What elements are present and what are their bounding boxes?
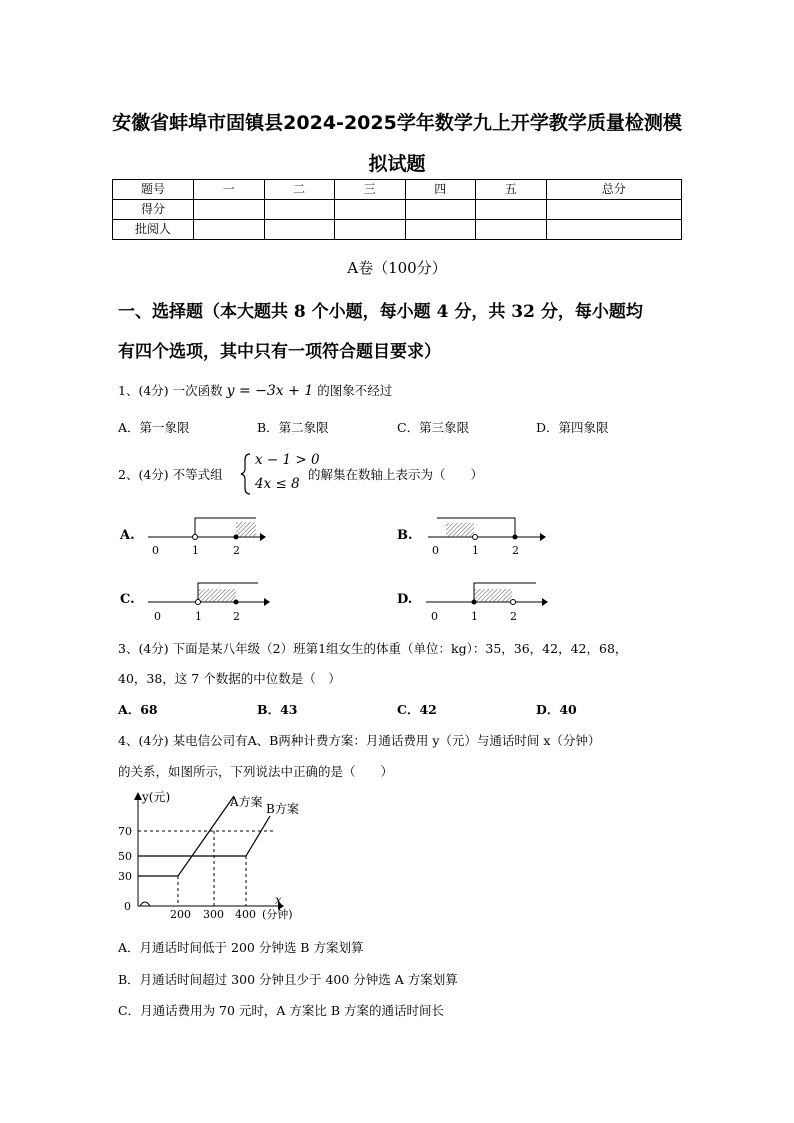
y-tick-50: 50 xyxy=(118,850,132,863)
q4-line1: 4、(4分) 某电信公司有A、B两种计费方案：月通话费用 y（元）与通话时间 x（分钟） xyxy=(118,733,601,748)
line-a-label: A方案 xyxy=(230,795,263,809)
line-b-label: B方案 xyxy=(266,802,299,816)
row-label: 得分 xyxy=(113,200,194,220)
q1-option-a[interactable]: A．第一象限 xyxy=(118,420,190,435)
header-cell: 五 xyxy=(476,180,547,200)
number-line-b xyxy=(428,518,546,557)
number-line-c xyxy=(148,583,270,623)
header-cell: 一 xyxy=(194,180,265,200)
tick-label-0: 0 xyxy=(152,544,159,557)
x-unit-label: (分钟) xyxy=(262,908,293,921)
q3-option-a[interactable]: A．68 xyxy=(118,702,158,717)
x-axis-label: x xyxy=(275,893,282,907)
q4-option-c[interactable]: C．月通话费用为 70 元时，A 方案比 B 方案的通话时间长 xyxy=(118,1003,445,1018)
q2-option-d-label[interactable]: D. xyxy=(397,592,413,607)
section-heading-line1: 一、选择题（本大题共 8 个小题，每小题 4 分，共 32 分，每小题均 xyxy=(118,302,643,322)
x-tick-200: 200 xyxy=(170,908,191,921)
q3-line1: 3、(4分) 下面是某八年级（2）班第1组女生的体重（单位：kg）：35，36，42，42，68， xyxy=(118,641,628,656)
q1-formula: y = −3x + 1 xyxy=(226,383,314,399)
tick-label-1: 1 xyxy=(472,544,479,557)
number-line-a xyxy=(148,518,266,557)
q1-suffix: 的图象不经过 xyxy=(317,383,393,398)
tick-label-0: 0 xyxy=(154,610,161,623)
q4-option-b[interactable]: B．月通话时间超过 300 分钟且少于 400 分钟选 A 方案划算 xyxy=(118,972,458,987)
q3-line2: 40，38，这 7 个数据的中位数是（ ） xyxy=(118,671,341,686)
exam-title-line2: 拟试题 xyxy=(368,153,426,175)
q1-option-c[interactable]: C．第三象限 xyxy=(397,420,470,435)
tick-label-1: 1 xyxy=(471,610,478,623)
tick-label-2: 2 xyxy=(510,610,517,623)
y-axis-label: y(元) xyxy=(142,790,171,804)
tick-label-1: 1 xyxy=(192,544,199,557)
line-a xyxy=(138,796,234,876)
q3-option-c[interactable]: C．42 xyxy=(397,702,437,717)
tick-label-0: 0 xyxy=(432,544,439,557)
q2-prefix: 2、(4分) 不等式组 xyxy=(118,467,223,482)
q4-line2: 的关系，如图所示，下列说法中正确的是（ ） xyxy=(118,764,394,779)
tick-label-2: 2 xyxy=(512,544,519,557)
volume-title: A卷（100分） xyxy=(347,259,447,277)
q2-inequality-1: x − 1 > 0 xyxy=(255,452,320,468)
y-tick-70: 70 xyxy=(118,825,132,838)
tick-label-2: 2 xyxy=(233,610,240,623)
header-cell: 四 xyxy=(405,180,476,200)
x-tick-300: 300 xyxy=(203,908,224,921)
q2-option-b-label[interactable]: B. xyxy=(397,528,413,543)
q1-prefix: 1、(4分) 一次函数 xyxy=(118,383,223,398)
row-label: 批阅人 xyxy=(113,220,194,240)
q3-option-d[interactable]: D．40 xyxy=(536,702,577,717)
origin-label: 0 xyxy=(124,900,131,913)
q1-option-b[interactable]: B．第二象限 xyxy=(257,420,329,435)
q4-option-a[interactable]: A．月通话时间低于 200 分钟选 B 方案划算 xyxy=(118,940,364,955)
header-cell: 二 xyxy=(264,180,335,200)
q2-suffix: 的解集在数轴上表示为（ ） xyxy=(308,467,484,482)
q2-option-a-label[interactable]: A. xyxy=(120,528,135,543)
line-b xyxy=(138,816,270,856)
tick-label-0: 0 xyxy=(431,610,438,623)
tick-label-2: 2 xyxy=(233,544,240,557)
number-line-d xyxy=(426,583,548,623)
q3-option-b[interactable]: B．43 xyxy=(257,702,298,717)
header-cell: 总分 xyxy=(546,180,682,200)
y-tick-30: 30 xyxy=(118,870,132,883)
tick-label-1: 1 xyxy=(195,610,202,623)
q4-graph xyxy=(110,788,330,928)
q2-inequality-2: 4x ≤ 8 xyxy=(255,476,300,492)
header-cell: 三 xyxy=(335,180,406,200)
exam-title-line1: 安徽省蚌埠市固镇县2024-2025学年数学九上开学教学质量检测模 xyxy=(112,112,682,134)
x-tick-400: 400 xyxy=(235,908,256,921)
q1-option-d[interactable]: D．第四象限 xyxy=(536,420,609,435)
q2-option-c-label[interactable]: C. xyxy=(120,592,135,607)
section-heading-line2: 有四个选项，其中只有一项符合题目要求） xyxy=(118,342,441,362)
header-cell: 题号 xyxy=(113,180,194,200)
